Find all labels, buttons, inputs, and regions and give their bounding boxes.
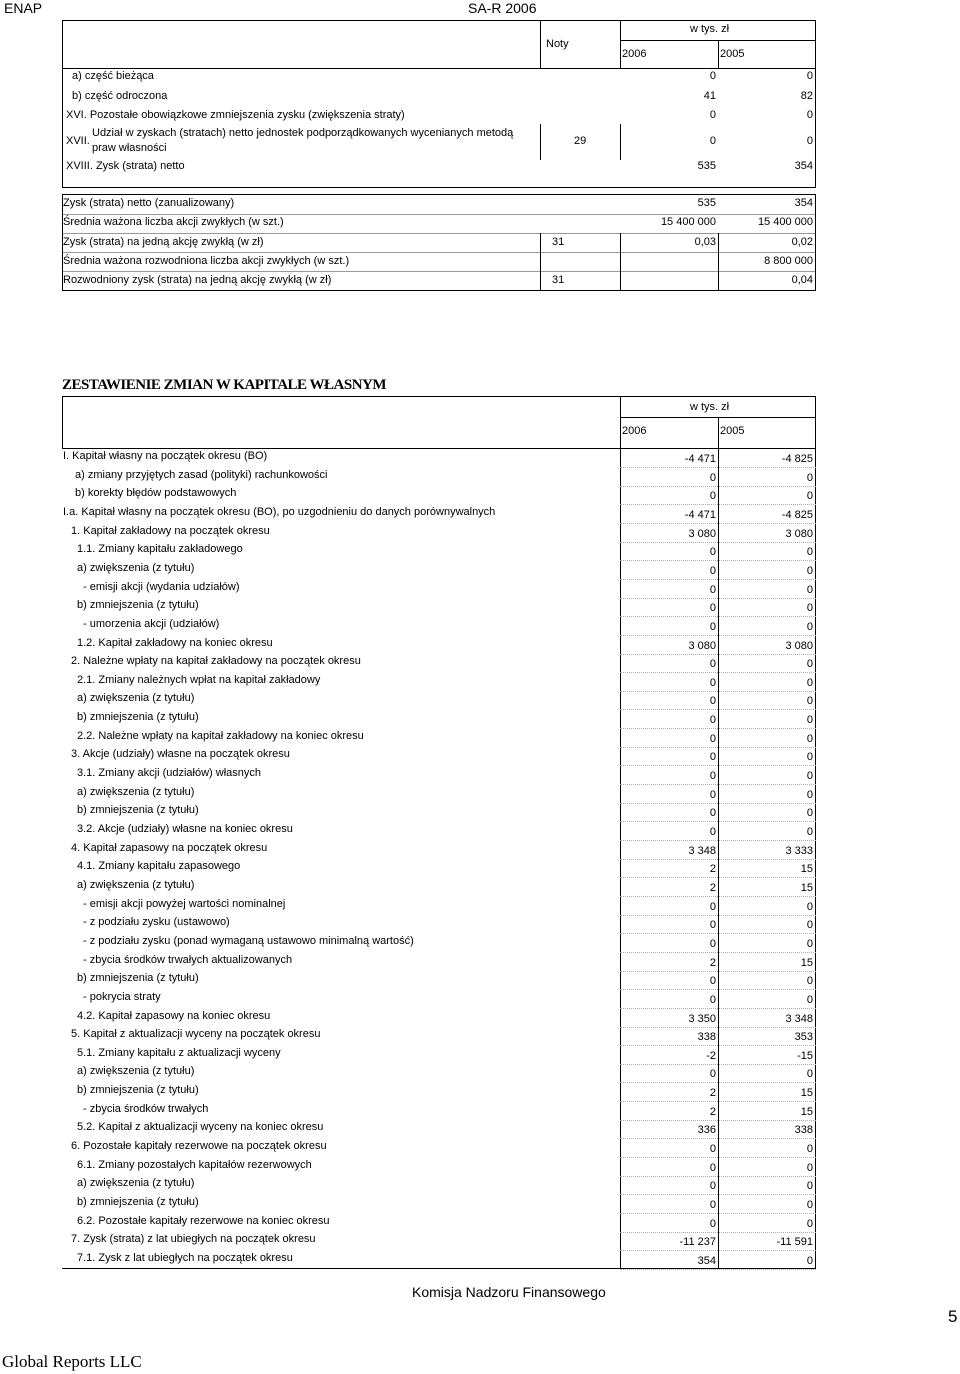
section-title: ZESTAWIENIE ZMIAN W KAPITALE WŁASNYM (62, 377, 387, 393)
equity-row-value-2006: 0 (709, 658, 716, 670)
equity-row-value-2006: 0 (709, 677, 716, 689)
equity-row-value-2006: 0 (709, 1199, 716, 1211)
equity-row-value-2006: 2 (709, 882, 716, 894)
equity-row-value-2006: 2 (709, 957, 716, 969)
equity-row-value-2006: 3 348 (688, 845, 716, 857)
equity-row-value-2005: 0 (806, 565, 813, 577)
equity-row-value-2005: 0 (806, 919, 813, 931)
equity-row-value-2006: -11 237 (679, 1236, 716, 1248)
equity-row-label: 4.2. Kapitał zapasowy na koniec okresu (77, 1010, 271, 1022)
equity-row-value-2006: 0 (709, 1180, 716, 1192)
equity-row-value-2005: -11 591 (776, 1236, 813, 1248)
equity-row-label: 3.2. Akcje (udziały) własne na koniec okresu (77, 823, 293, 835)
equity-row-value-2006: 0 (709, 901, 716, 913)
equity-row-value-2006: 0 (709, 565, 716, 577)
eps-row-value-2005: 8 800 000 (764, 255, 813, 267)
equity-row-label: 1. Kapitał zakładowy na początek okresu (71, 525, 270, 537)
equity-row-value-2005: 0 (806, 714, 813, 726)
equity-row-value-2006: 0 (709, 975, 716, 987)
equity-row-value-2006: 0 (709, 1162, 716, 1174)
equity-row-value-2006: 336 (697, 1124, 716, 1136)
equity-row-value-2005: 0 (806, 826, 813, 838)
equity-row-label: 2. Należne wpłaty na kapitał zakładowy na początek okresu (71, 655, 361, 667)
equity-row-label: - zbycia środków trwałych aktualizowanych (83, 954, 293, 966)
table-row-value-2005: 0 (806, 70, 813, 82)
footer-center: Komisja Nadzoru Finansowego (412, 1284, 606, 1300)
equity-row-label: - z podziału zysku (ustawowo) (83, 916, 230, 928)
unit-header: w tys. zł (690, 23, 730, 35)
equity-row-value-2005: 0 (806, 733, 813, 745)
eps-row-note: 31 (552, 274, 565, 286)
equity-row-value-2005: 353 (794, 1031, 813, 1043)
equity-row-value-2006: 3 080 (688, 640, 716, 652)
equity-row-value-2006: 3 080 (688, 528, 716, 540)
equity-row-label: 2.1. Zmiany należnych wpłat na kapitał zakładowy (77, 674, 321, 686)
equity-year-2005-header: 2005 (720, 425, 745, 437)
equity-row-label: 5.2. Kapitał z aktualizacji wyceny na koniec okresu (77, 1121, 324, 1133)
equity-row-value-2006: 0 (709, 1143, 716, 1155)
equity-row-label: a) zwiększenia (z tytułu) (77, 879, 195, 891)
equity-row-value-2005: 338 (794, 1124, 813, 1136)
equity-row-label: 4.1. Zmiany kapitału zapasowego (77, 860, 241, 872)
equity-row-value-2005: -4 825 (781, 509, 813, 521)
page-number: 5 (948, 1307, 958, 1326)
eps-row-value-2005: 0,04 (791, 274, 813, 286)
equity-row-label: I. Kapitał własny na początek okresu (BO) (63, 450, 268, 462)
equity-row-label: b) zmniejszenia (z tytułu) (77, 972, 199, 984)
table-row-label: XVIII. Zysk (strata) netto (66, 160, 185, 172)
equity-row-value-2006: 2 (709, 863, 716, 875)
equity-row-label: a) zwiększenia (z tytułu) (77, 786, 195, 798)
equity-row-value-2006: 0 (709, 1068, 716, 1080)
equity-row-value-2005: 0 (806, 1180, 813, 1192)
equity-row-value-2006: 0 (709, 826, 716, 838)
eps-row-label: Rozwodniony zysk (strata) na jedną akcję zwykłą (w zł) (63, 274, 332, 286)
equity-row-value-2005: 3 348 (785, 1013, 813, 1025)
equity-row-value-2005: 0 (806, 1162, 813, 1174)
equity-row-value-2005: 15 (800, 882, 813, 894)
equity-row-value-2006: -2 (706, 1050, 716, 1062)
equity-row-value-2006: 0 (709, 584, 716, 596)
equity-row-label: b) korekty błędów podstawowych (75, 487, 237, 499)
equity-row-label: 7. Zysk (strata) z lat ubiegłych na początek okresu (71, 1233, 316, 1245)
noty-header: Noty (546, 38, 569, 50)
table-row-label: XVI. Pozostałe obowiązkowe zmniejszenia zysku (zwiększenia straty) (66, 109, 405, 121)
eps-row-value-2005: 354 (794, 197, 813, 209)
equity-row-value-2006: -4 471 (684, 509, 716, 521)
table-row-label: Udział w zyskach (stratach) netto jednostek podporządkowanych wycenianych metodą (92, 127, 514, 139)
equity-row-value-2006: 0 (709, 621, 716, 633)
equity-row-value-2005: 0 (806, 901, 813, 913)
equity-row-value-2005: 0 (806, 975, 813, 987)
equity-row-value-2006: 0 (709, 1218, 716, 1230)
equity-row-value-2006: 0 (709, 733, 716, 745)
equity-row-value-2005: 0 (806, 490, 813, 502)
equity-row-value-2006: 354 (697, 1255, 716, 1267)
equity-row-value-2005: 0 (806, 584, 813, 596)
equity-row-value-2005: 0 (806, 938, 813, 950)
equity-row-label: a) zmiany przyjętych zasad (polityki) rachunkowości (75, 469, 328, 481)
equity-row-value-2005: 0 (806, 472, 813, 484)
table-row-note: 29 (574, 135, 587, 147)
equity-row-label: b) zmniejszenia (z tytułu) (77, 1196, 199, 1208)
equity-row-label: 1.2. Kapitał zakładowy na koniec okresu (77, 637, 273, 649)
table-row-value-2006: 535 (697, 160, 716, 172)
equity-row-value-2006: 2 (709, 1087, 716, 1099)
table-row-value-2006: 0 (709, 109, 716, 121)
equity-row-value-2005: 0 (806, 807, 813, 819)
equity-row-value-2005: 15 (800, 863, 813, 875)
equity-row-label: 5. Kapitał z aktualizacji wyceny na początek okresu (71, 1028, 321, 1040)
equity-row-label: 3.1. Zmiany akcji (udziałów) własnych (77, 767, 262, 779)
table-row-value-2005: 0 (806, 135, 813, 147)
year-2005-header: 2005 (720, 48, 745, 60)
table-row-value-2005: 0 (806, 109, 813, 121)
equity-row-value-2005: -4 825 (781, 453, 813, 465)
equity-row-value-2005: 0 (806, 695, 813, 707)
equity-row-label: a) zwiększenia (z tytułu) (77, 1065, 195, 1077)
equity-row-value-2005: 0 (806, 658, 813, 670)
equity-row-label: b) zmniejszenia (z tytułu) (77, 1084, 199, 1096)
table-row-value-2006: 0 (709, 70, 716, 82)
eps-row-label: Średnia ważona liczba akcji zwykłych (w szt.) (63, 216, 284, 228)
equity-row-value-2006: 0 (709, 751, 716, 763)
year-2006-header: 2006 (622, 48, 647, 60)
eps-row-value-2005: 0,02 (791, 236, 813, 248)
equity-row-value-2006: 0 (709, 919, 716, 931)
table-row-label: a) część bieżąca (72, 70, 154, 82)
equity-row-value-2005: 3 080 (785, 528, 813, 540)
eps-row-value-2006: 535 (697, 197, 716, 209)
equity-row-label: b) zmniejszenia (z tytułu) (77, 804, 199, 816)
equity-row-value-2005: 0 (806, 1199, 813, 1211)
equity-row-value-2006: 0 (709, 602, 716, 614)
eps-row-note: 31 (552, 236, 565, 248)
header-center: SA-R 2006 (468, 0, 537, 16)
equity-row-value-2005: 0 (806, 789, 813, 801)
equity-row-value-2005: 0 (806, 1143, 813, 1155)
equity-row-label: b) zmniejszenia (z tytułu) (77, 599, 199, 611)
eps-row-value-2006: 0,03 (694, 236, 716, 248)
equity-row-value-2006: 0 (709, 714, 716, 726)
equity-row-value-2005: 15 (800, 1106, 813, 1118)
equity-row-value-2005: 0 (806, 751, 813, 763)
table-row-value-2005: 82 (800, 90, 813, 102)
table-row-value-2006: 41 (703, 90, 716, 102)
equity-row-value-2005: 0 (806, 546, 813, 558)
equity-row-value-2006: 0 (709, 490, 716, 502)
equity-row-value-2006: 0 (709, 472, 716, 484)
equity-row-value-2005: 0 (806, 770, 813, 782)
equity-row-value-2005: 0 (806, 1068, 813, 1080)
equity-row-value-2006: 338 (697, 1031, 716, 1043)
equity-row-value-2006: 0 (709, 770, 716, 782)
header-left: ENAP (4, 0, 43, 16)
table-row-value-2005: 354 (794, 160, 813, 172)
equity-row-value-2005: -15 (797, 1050, 813, 1062)
equity-row-label: 6.1. Zmiany pozostałych kapitałów rezerwowych (77, 1159, 312, 1171)
equity-row-label: - z podziału zysku (ponad wymaganą ustawowo minimalną wartość) (83, 935, 414, 947)
equity-year-2006-header: 2006 (622, 425, 647, 437)
equity-row-label: 6. Pozostałe kapitały rezerwowe na początek okresu (71, 1140, 327, 1152)
equity-row-label: - pokrycia straty (83, 991, 161, 1003)
equity-row-label: - emisji akcji powyżej wartości nominalnej (83, 898, 286, 910)
equity-row-value-2005: 15 (800, 1087, 813, 1099)
table-row-label-prefix: XVII. (66, 135, 90, 147)
table-row-value-2006: 0 (709, 135, 716, 147)
equity-row-value-2006: 0 (709, 789, 716, 801)
equity-row-value-2005: 3 080 (785, 640, 813, 652)
equity-row-label: - emisji akcji (wydania udziałów) (83, 581, 240, 593)
equity-row-label: I.a. Kapitał własny na początek okresu (BO), po uzgodnieniu do danych porównywalnych (63, 506, 496, 518)
equity-row-value-2005: 3 333 (785, 845, 813, 857)
table-row-label: b) część odroczona (72, 90, 168, 102)
equity-row-label: a) zwiększenia (z tytułu) (77, 1177, 195, 1189)
equity-row-value-2005: 0 (806, 602, 813, 614)
equity-row-label: 2.2. Należne wpłaty na kapitał zakładowy na koniec okresu (77, 730, 364, 742)
equity-row-label: 3. Akcje (udziały) własne na początek okresu (71, 748, 290, 760)
equity-row-value-2005: 0 (806, 677, 813, 689)
equity-row-label: a) zwiększenia (z tytułu) (77, 692, 195, 704)
eps-row-label: Zysk (strata) na jedną akcję zwykłą (w zł) (63, 236, 264, 248)
equity-row-label: 5.1. Zmiany kapitału z aktualizacji wyceny (77, 1047, 281, 1059)
equity-row-value-2006: 0 (709, 994, 716, 1006)
equity-row-label: b) zmniejszenia (z tytułu) (77, 711, 199, 723)
equity-row-value-2005: 15 (800, 957, 813, 969)
equity-row-label: 1.1. Zmiany kapitału zakładowego (77, 543, 243, 555)
eps-row-label: Średnia ważona rozwodniona liczba akcji zwykłych (w szt.) (63, 255, 350, 267)
eps-row-value-2005: 15 400 000 (757, 216, 813, 228)
eps-row-label: Zysk (strata) netto (zanualizowany) (63, 197, 235, 209)
equity-row-label: - umorzenia akcji (udziałów) (83, 618, 220, 630)
table-row-label: praw własności (92, 142, 167, 154)
equity-row-value-2006: -4 471 (684, 453, 716, 465)
equity-row-value-2005: 0 (806, 1218, 813, 1230)
equity-row-value-2006: 0 (709, 546, 716, 558)
equity-row-value-2006: 3 350 (688, 1013, 716, 1025)
equity-row-value-2006: 0 (709, 938, 716, 950)
equity-row-label: 4. Kapitał zapasowy na początek okresu (71, 842, 268, 854)
equity-row-label: 7.1. Zysk z lat ubiegłych na początek okresu (77, 1252, 293, 1264)
brand-footer: Global Reports LLC (2, 1352, 142, 1371)
equity-row-label: - zbycia środków trwałych (83, 1103, 209, 1115)
equity-row-value-2006: 0 (709, 807, 716, 819)
equity-row-value-2006: 0 (709, 695, 716, 707)
equity-row-value-2006: 2 (709, 1106, 716, 1118)
equity-row-value-2005: 0 (806, 994, 813, 1006)
equity-unit-header: w tys. zł (690, 401, 730, 413)
equity-row-value-2005: 0 (806, 1255, 813, 1267)
eps-row-value-2006: 15 400 000 (660, 216, 716, 228)
equity-row-label: a) zwiększenia (z tytułu) (77, 562, 195, 574)
equity-row-value-2005: 0 (806, 621, 813, 633)
equity-row-label: 6.2. Pozostałe kapitały rezerwowe na koniec okresu (77, 1215, 330, 1227)
